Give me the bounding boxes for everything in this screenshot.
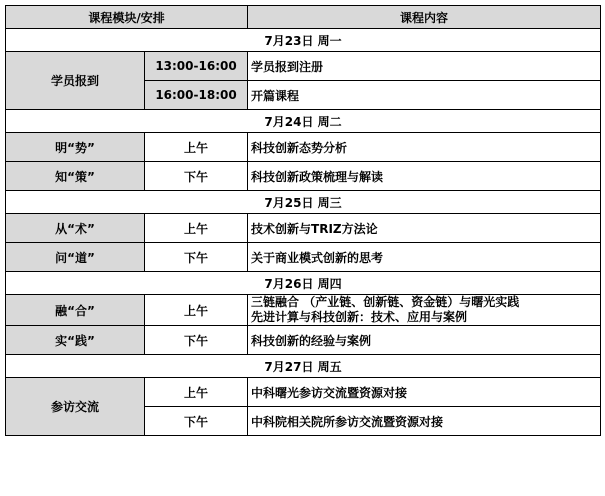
time-cell: 下午 <box>145 407 248 436</box>
content-line: 三链融合 （产业链、创新链、资金链）与曙光实践 <box>251 295 520 309</box>
time-cell: 上午 <box>145 295 248 326</box>
table-row <box>6 133 601 162</box>
table-row <box>6 326 601 355</box>
module-cell: 问“道” <box>6 243 145 272</box>
content-cell: 科技创新态势分析 <box>248 133 601 162</box>
table-row <box>6 214 601 243</box>
content-cell: 中科曙光参访交流暨资源对接 <box>248 378 601 407</box>
header-row <box>6 6 601 29</box>
content-cell <box>248 295 601 326</box>
day-row <box>6 355 601 378</box>
time-cell: 13:00-16:00 <box>145 52 248 81</box>
header-content: 课程内容 <box>248 6 601 29</box>
table-row <box>6 378 601 407</box>
module-cell: 参访交流 <box>6 378 145 436</box>
module-cell: 从“术” <box>6 214 145 243</box>
module-cell: 知“策” <box>6 162 145 191</box>
content-cell: 技术创新与TRIZ方法论 <box>248 214 601 243</box>
day-row <box>6 29 601 52</box>
module-cell: 明“势” <box>6 133 145 162</box>
day-label: 7月26日 周四 <box>6 272 601 295</box>
time-cell: 上午 <box>145 378 248 407</box>
content-cell: 科技创新政策梳理与解读 <box>248 162 601 191</box>
header-module: 课程模块/安排 <box>6 6 248 29</box>
day-row <box>6 272 601 295</box>
content-cell: 中科院相关院所参访交流暨资源对接 <box>248 407 601 436</box>
schedule-table <box>5 5 601 436</box>
day-row <box>6 110 601 133</box>
time-cell: 下午 <box>145 326 248 355</box>
module-cell: 实“践” <box>6 326 145 355</box>
content-cell: 学员报到注册 <box>248 52 601 81</box>
content-cell: 科技创新的经验与案例 <box>248 326 601 355</box>
day-label: 7月27日 周五 <box>6 355 601 378</box>
module-cell: 学员报到 <box>6 52 145 110</box>
day-label: 7月25日 周三 <box>6 191 601 214</box>
time-cell: 16:00-18:00 <box>145 81 248 110</box>
time-cell: 下午 <box>145 243 248 272</box>
day-label: 7月24日 周二 <box>6 110 601 133</box>
content-cell: 关于商业模式创新的思考 <box>248 243 601 272</box>
content-cell: 开篇课程 <box>248 81 601 110</box>
module-cell: 融“合” <box>6 295 145 326</box>
time-cell: 上午 <box>145 133 248 162</box>
content-line: 先进计算与科技创新：技术、应用与案例 <box>251 310 468 324</box>
table-row <box>6 295 601 326</box>
day-row <box>6 191 601 214</box>
table-row <box>6 52 601 81</box>
table-row <box>6 162 601 191</box>
day-label: 7月23日 周一 <box>6 29 601 52</box>
time-cell: 下午 <box>145 162 248 191</box>
table-row <box>6 243 601 272</box>
time-cell: 上午 <box>145 214 248 243</box>
